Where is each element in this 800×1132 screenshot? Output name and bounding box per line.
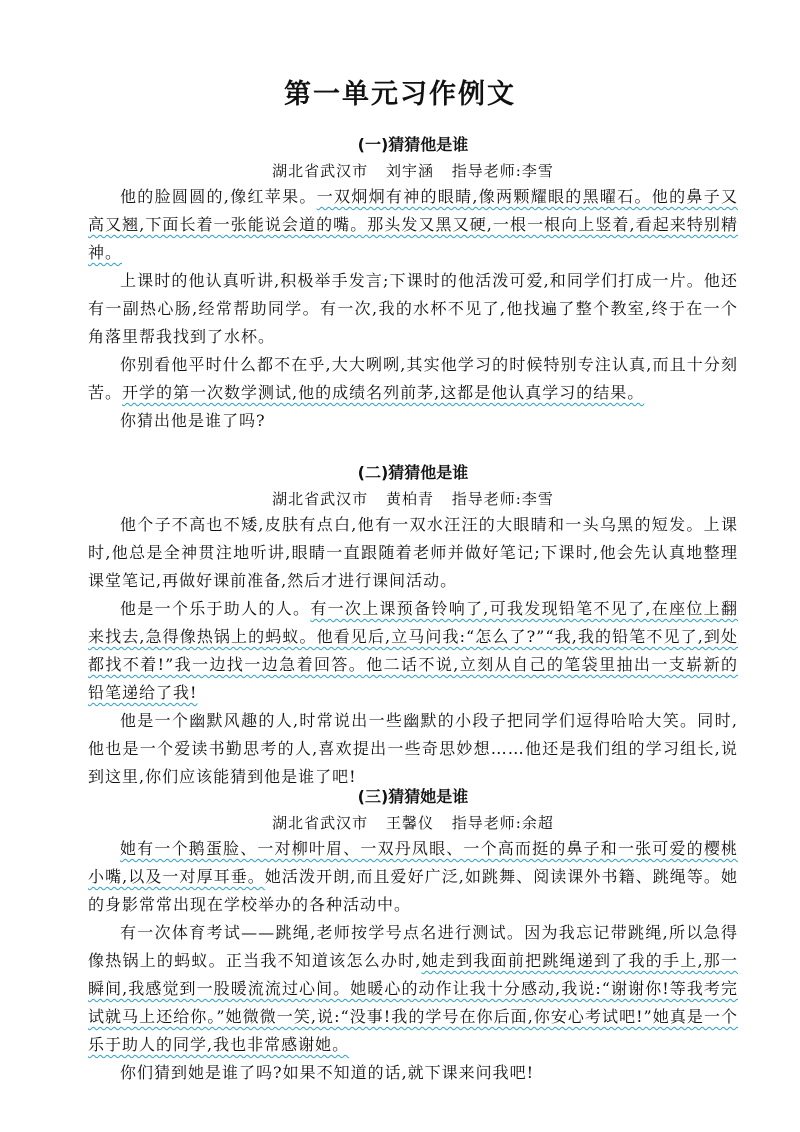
underlined-text: 她走到我面前把跳绳递到了我的手上,那一瞬间,我感觉到一股暖流流过心间。她暖心的动作让我十分感动,我说:“谢谢你!等我考完试就马上还给你。”她微微一笑,说:“没事!我的学号在你后面,你安心考试吧!”她真是一个乐于助人的同学,我也非常感谢她。 [88,951,738,1054]
paragraph-text: 他是一个幽默风趣的人,时常说出一些幽默的小段子把同学们逗得哈哈大笑。同时,他也是一个爱读书勤思考的人,喜欢提出一些奇思妙想……他还是我们组的学习组长,说到这里,你们应该能猜到他是谁了吧! [88,711,738,786]
paragraph-text: 有一次体育考试——跳绳,老师按学号点名进行测试。因为我忘记带跳绳,所以急得像热锅上的蚂蚁。正当我不知道该怎么办时, [88,923,738,970]
author-name: 黄柏青 [385,490,434,508]
essay-title: (一)猜猜他是谁 [357,135,469,154]
underlined-text: 有一次上课预备铃响了,可我发现铅笔不见了,在座位上翻来找去,急得像热锅上的蚂蚁。他看见后,立马问我:“怎么了?”“我,我的铅笔不见了,到处都找不着!”我一边找一边急着回答。他二话不说,立刻从自己的笔袋里抽出一支崭新的铅笔递给了我! [88,599,738,702]
essay-3 [88,786,738,1087]
paragraph-text: 你猜出他是谁了吗? [120,411,266,430]
paragraph-text: 她活泼开朗,而且爱好广泛,如跳舞、阅读课外书籍、跳绳等。她的身影常常出现在学校举办的各种活动中。 [88,867,738,914]
essay-paragraph [88,351,738,407]
teacher-name: 指导老师:余超 [451,814,554,832]
author-location: 湖北省武汉市 [272,490,369,508]
page-title: 第一单元习作例文 [284,79,516,110]
paragraph-text: 你们猜到她是谁了吗?如果不知道的话,就下课来问我吧! [120,1063,535,1082]
essay-body [88,183,738,435]
essay-paragraph [88,183,738,267]
essay-paragraph [88,267,738,351]
paragraph-text: 他是一个乐于助人的人。 [120,599,311,618]
essay-paragraph [88,407,738,435]
paragraph-text: 上课时的他认真听讲,积极举手发言;下课时的他活泼可爱,和同学们打成一片。他还有一副热心肠,经常帮助同学。有一次,我的水杯不见了,他找遍了整个教室,终于在一个角落里帮我找到了水杯。 [88,271,738,346]
essay-paragraph [88,835,738,919]
essay-paragraph [88,707,738,791]
author-location: 湖北省武汉市 [272,814,369,832]
essay-body [88,511,738,791]
underlined-text: 开学的第一次数学测试,他的成绩名列前茅,这都是他认真学习的结果。 [122,383,645,402]
teacher-name: 指导老师:李雪 [451,162,554,180]
essay-1 [88,134,738,435]
author-name: 王馨仪 [385,814,434,832]
essay-title: (二)猜猜他是谁 [357,463,469,482]
paragraph-text: 他的脸圆圆的,像红苹果。 [120,187,317,206]
author-name: 刘宇涵 [385,162,434,180]
essay-paragraph [88,1059,738,1087]
essay-byline [88,159,738,183]
essay-paragraph [88,595,738,707]
essay-paragraph [88,919,738,1059]
paragraph-text: 他个子不高也不矮,皮肤有点白,他有一双水汪汪的大眼睛和一头乌黑的短发。上课时,他总是全神贯注地听讲,眼睛一直跟随着老师并做好笔记;下课时,他会先认真地整理课堂笔记,再做好课前准备,然后才进行课间活动。 [88,515,738,590]
essay-paragraph [88,511,738,595]
paragraph-text: 你别看他平时什么都不在乎,大大咧咧,其实他学习的时候特别专注认真,而且十分刻苦。 [88,355,738,402]
underlined-text: 一双炯炯有神的眼睛,像两颗耀眼的黑曜石。他的鼻子又高又翘,下面长着一张能说会道的嘴。那头发又黑又硬,一根一根向上竖着,看起来特别精神。 [88,187,738,262]
author-location: 湖北省武汉市 [272,162,369,180]
essay-body [88,835,738,1087]
underlined-text: 她有一个鹅蛋脸、一对柳叶眉、一双丹凤眼、一个高而挺的鼻子和一张可爱的樱桃小嘴,以及一对厚耳垂。 [88,839,738,886]
essay-2 [88,462,738,791]
essay-byline [88,811,738,835]
teacher-name: 指导老师:李雪 [451,490,554,508]
essay-title: (三)猜猜她是谁 [357,787,469,806]
essay-byline [88,487,738,511]
